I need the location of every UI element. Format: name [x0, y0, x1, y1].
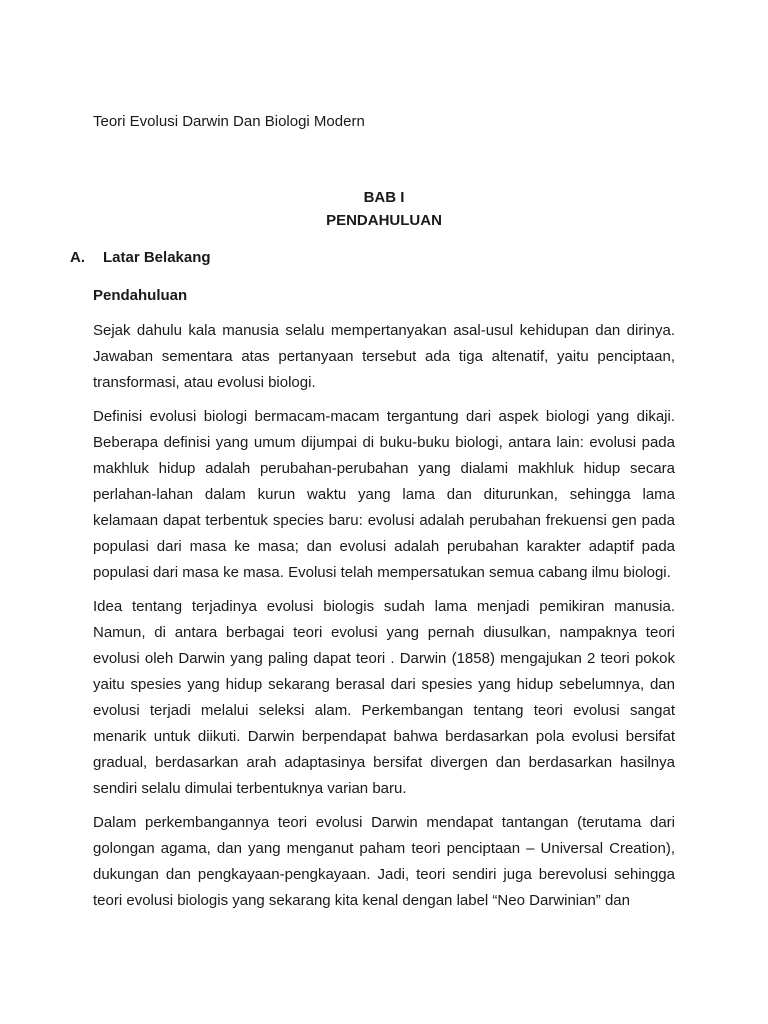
chapter-title: PENDAHULUAN [326, 212, 442, 229]
section-letter: A. [70, 249, 85, 266]
paragraph: Dalam perkembangannya teori evolusi Darwin mendapat tantangan (terutama dari golongan agama, dan yang menganut paham teori penciptaan – Universal Creation), dukungan dan pengkayaan-pengkayaan. Jadi, teori sendiri juga berevolusi sehingga teori evolusi biologis yang sekarang kita kenal dengan label “Neo Darwinian” dan [93, 814, 675, 909]
paragraph: Definisi evolusi biologi bermacam-macam tergantung dari aspek biologi yang dikaji. Beberapa definisi yang umum dijumpai di buku-buku biologi, antara lain: evolusi pada makhluk hidup adalah perubahan-perubahan yang dialami makhluk hidup secara perlahan-lahan dalam kurun waktu yang lama dan diturunkan, sehingga lama kelamaan dapat terbentuk species baru: evolusi adalah perubahan frekuensi gen pada populasi dari masa ke masa; dan evolusi adalah perubahan karakter adaptif pada populasi dari masa ke masa. Evolusi telah mempersatukan semua cabang ilmu biologi. [93, 408, 675, 581]
subheading: Pendahuluan [93, 287, 188, 304]
paragraph: Idea tentang terjadinya evolusi biologis sudah lama menjadi pemikiran manusia. Namun, di antara berbagai teori evolusi yang pernah diusulkan, nampaknya teori evolusi oleh Darwin yang paling dapat teori . Darwin (1858) mengajukan 2 teori pokok yaitu spesies yang hidup sekarang berasal dari spesies yang hidup sebelumnya, dan evolusi terjadi melalui seleksi alam. Perkembangan tentang teori evolusi sangat menarik untuk diikuti. Darwin berpendapat bahwa berdasarkan pola evolusi bersifat gradual, berdasarkan arah adaptasinya bersifat divergen dan berdasarkan hasilnya sendiri selalu dimulai terbentuknya varian baru. [93, 598, 675, 797]
section-title: Latar Belakang [103, 249, 211, 266]
document-title: Teori Evolusi Darwin Dan Biologi Modern [93, 113, 365, 130]
body-text [93, 318, 675, 922]
section-heading [70, 248, 211, 268]
chapter-number: BAB I [363, 189, 405, 206]
paragraph: Sejak dahulu kala manusia selalu mempertanyakan asal-usul kehidupan dan dirinya. Jawaban sementara atas pertanyaan tersebut ada tiga altenatif, yaitu penciptaan, transformasi, atau evolusi biologi. [93, 322, 675, 391]
